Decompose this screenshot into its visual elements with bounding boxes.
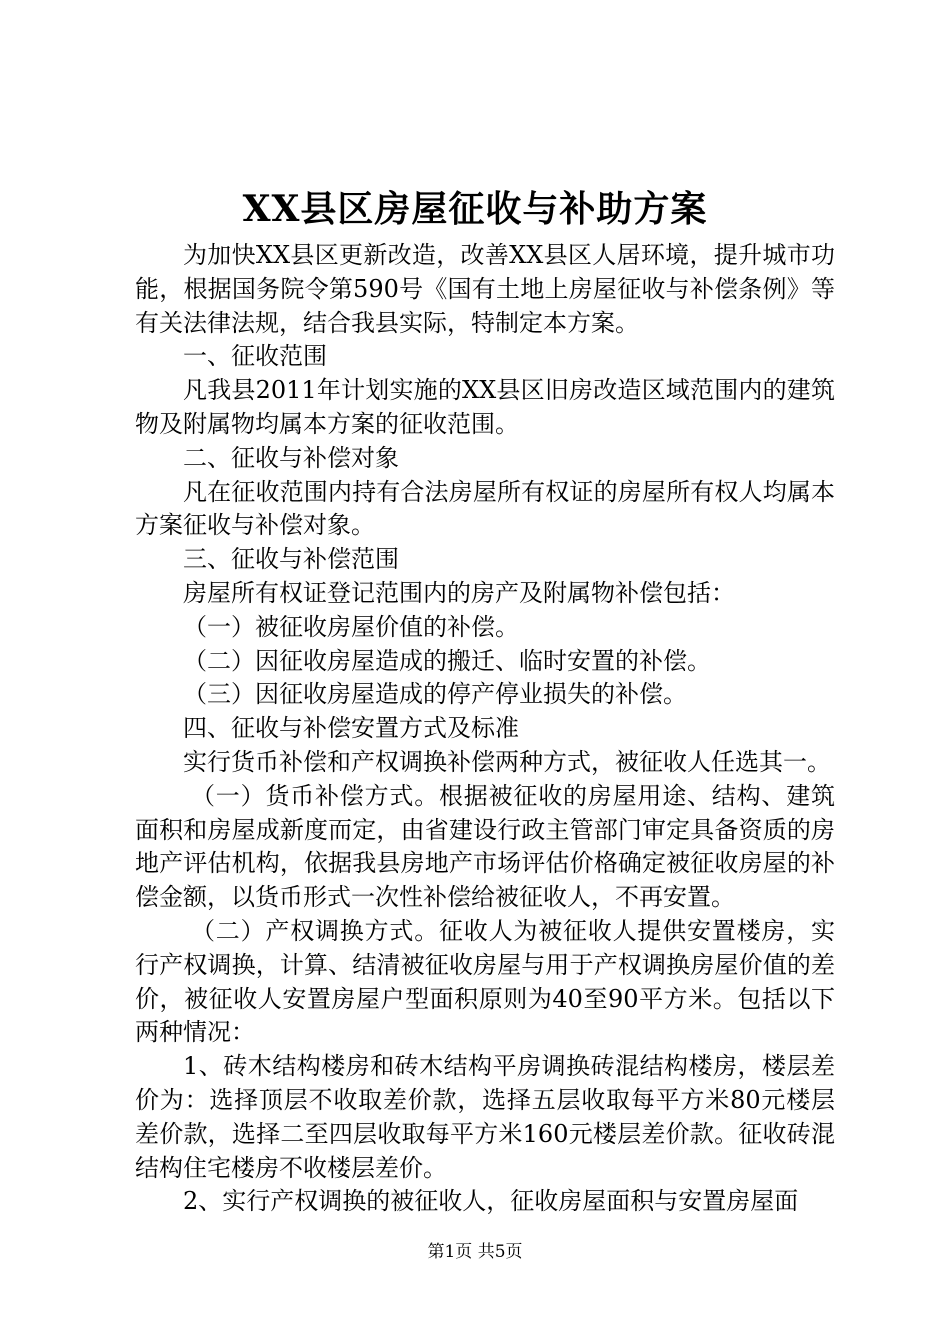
paragraph-objects: 凡在征收范围内持有合法房屋所有权证的房屋所有权人均属本方案征收与补偿对象。 xyxy=(135,477,835,540)
section-heading-4: 四、征收与补偿安置方式及标准 xyxy=(183,714,519,743)
document-body xyxy=(135,239,835,1219)
list-item-1: （一）被征收房屋价值的补偿。 xyxy=(183,612,519,641)
document-title: XX县区房屋征收与补助方案 xyxy=(242,188,708,230)
list-item-3: （三）因征收房屋造成的停产停业损失的补偿。 xyxy=(183,680,687,709)
section-heading-2: 二、征收与补偿对象 xyxy=(183,443,399,472)
paragraph-compensation-scope: 房屋所有权证登记范围内的房产及附属物补偿包括： xyxy=(183,578,735,607)
page-footer: 第1页 共5页 xyxy=(427,1242,523,1262)
paragraph-case-2: 2、实行产权调换的被征收人，征收房屋面积与安置房屋面 xyxy=(183,1187,799,1216)
paragraph-monetary: （一）货币补偿方式。根据被征收的房屋用途、结构、建筑面积和房屋成新度而定，由省建设行政主管部门审定具备资质的房地产评估机构，依据我县房地产市场评估价格确定被征收房屋的补偿金额，以货币形式一次性补偿给被征收人，不再安置。 xyxy=(135,781,835,912)
paragraph-intro: 为加快XX县区更新改造，改善XX县区人居环境，提升城市功能，根据国务院令第590号《国有土地上房屋征收与补偿条例》等有关法律法规，结合我县实际，特制定本方案。 xyxy=(135,241,835,337)
paragraph-methods: 实行货币补偿和产权调换补偿两种方式，被征收人任选其一。 xyxy=(183,747,831,776)
paragraph-case-1: 1、砖木结构楼房和砖木结构平房调换砖混结构楼房，楼层差价为：选择顶层不收取差价款，选择五层收取每平方米80元楼层差价款，选择二至四层收取每平方米160元楼层差价款。征收砖混结构住宅楼房不收楼层差价。 xyxy=(135,1052,835,1182)
section-heading-1: 一、征收范围 xyxy=(183,342,327,371)
paragraph-scope: 凡我县2011年计划实施的XX县区旧房改造区域范围内的建筑物及附属物均属本方案的征收范围。 xyxy=(135,376,835,438)
list-item-2: （二）因征收房屋造成的搬迁、临时安置的补偿。 xyxy=(183,646,711,675)
section-heading-3: 三、征收与补偿范围 xyxy=(183,545,399,574)
paragraph-property-exchange: （二）产权调换方式。征收人为被征收人提供安置楼房，实行产权调换，计算、结清被征收房屋与用于产权调换房屋价值的差价，被征收人安置房屋户型面积原则为40至90平方米。包括以下两种情况： xyxy=(135,916,835,1047)
